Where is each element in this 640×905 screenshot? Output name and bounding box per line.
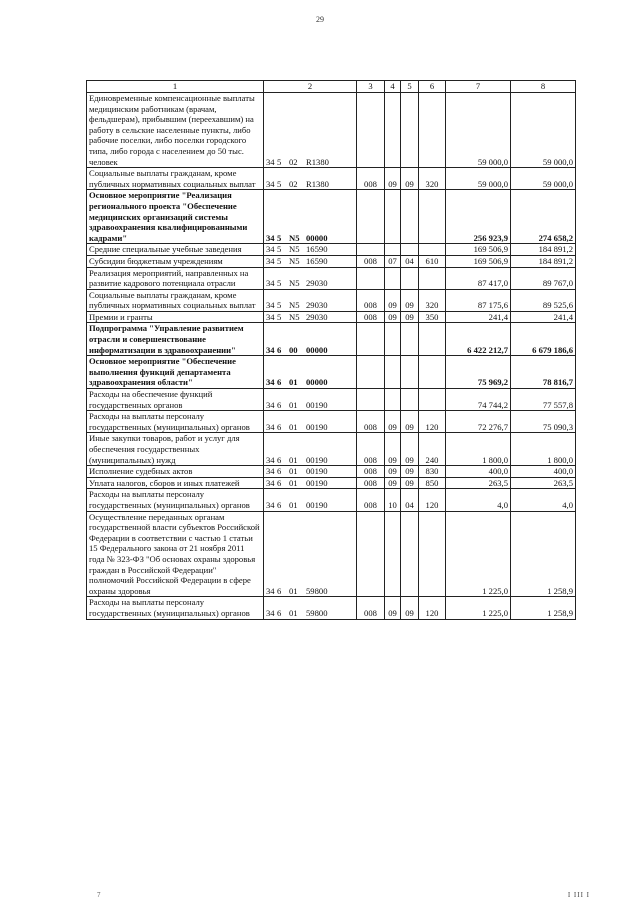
section-code: 09: [385, 289, 401, 311]
expense-type-code: [419, 389, 446, 411]
direction-code: 59800: [306, 607, 328, 618]
amount-year-2: 6 679 186,6: [511, 323, 576, 356]
direction-code: 16590: [306, 244, 328, 255]
direction-code: 00190: [306, 499, 328, 510]
subsection-code: [401, 323, 419, 356]
table-row: [87, 93, 576, 168]
amount-year-1: 59 000,0: [446, 168, 511, 190]
subprogram-code: 5: [277, 255, 282, 266]
ministry-code: 008: [357, 597, 385, 619]
subprogram-code: 5: [277, 300, 282, 311]
group-code: 01: [289, 377, 298, 388]
direction-code: 59800: [306, 585, 328, 596]
target-code: [264, 597, 357, 619]
subprogram-code: 6: [277, 454, 282, 465]
subsection-code: [401, 244, 419, 256]
program-code: 34: [266, 311, 275, 322]
header-cell: 3: [357, 81, 385, 93]
row-name: Субсидии бюджетным учреждениям: [87, 255, 264, 267]
subsection-code: 09: [401, 477, 419, 489]
group-code: N5: [289, 300, 300, 311]
row-name: Премии и гранты: [87, 311, 264, 323]
group-code: 01: [289, 454, 298, 465]
subprogram-code: 6: [277, 344, 282, 355]
program-code: 34: [266, 300, 275, 311]
amount-year-1: 75 969,2: [446, 356, 511, 389]
amount-year-1: 74 744,2: [446, 389, 511, 411]
direction-code: 00190: [306, 399, 328, 410]
direction-code: 29030: [306, 300, 328, 311]
subsection-code: [401, 356, 419, 389]
budget-table: [86, 80, 576, 620]
section-code: [385, 389, 401, 411]
subsection-code: [401, 267, 419, 289]
amount-year-1: 241,4: [446, 311, 511, 323]
direction-code: 00000: [306, 232, 328, 243]
direction-code: R1380: [306, 178, 329, 189]
expense-type-code: 610: [419, 255, 446, 267]
section-code: 10: [385, 489, 401, 511]
ministry-code: 008: [357, 311, 385, 323]
amount-year-2: 78 816,7: [511, 356, 576, 389]
group-code: N5: [289, 311, 300, 322]
row-name: Уплата налогов, сборов и иных платежей: [87, 477, 264, 489]
direction-code: R1380: [306, 156, 329, 167]
table-row: [87, 356, 576, 389]
ministry-code: 008: [357, 255, 385, 267]
target-code: [264, 477, 357, 489]
header-cell: 8: [511, 81, 576, 93]
expense-type-code: 240: [419, 433, 446, 466]
row-name: Исполнение судебных актов: [87, 466, 264, 478]
program-code: 34: [266, 454, 275, 465]
group-code: 01: [289, 466, 298, 477]
ministry-code: 008: [357, 289, 385, 311]
table-row: [87, 411, 576, 433]
amount-year-1: 72 276,7: [446, 411, 511, 433]
section-code: 09: [385, 477, 401, 489]
subprogram-code: 6: [277, 399, 282, 410]
amount-year-2: 263,5: [511, 477, 576, 489]
amount-year-2: 59 000,0: [511, 168, 576, 190]
section-code: [385, 356, 401, 389]
amount-year-2: 89 767,0: [511, 267, 576, 289]
direction-code: 00190: [306, 477, 328, 488]
group-code: 01: [289, 421, 298, 432]
program-code: 34: [266, 255, 275, 266]
amount-year-2: 1 800,0: [511, 433, 576, 466]
group-code: 01: [289, 477, 298, 488]
group-code: 00: [289, 344, 298, 355]
table-row: [87, 477, 576, 489]
amount-year-1: 400,0: [446, 466, 511, 478]
subsection-code: [401, 93, 419, 168]
expense-type-code: [419, 323, 446, 356]
target-code: [264, 411, 357, 433]
subprogram-code: 6: [277, 585, 282, 596]
expense-type-code: 350: [419, 311, 446, 323]
section-code: [385, 93, 401, 168]
direction-code: 00190: [306, 421, 328, 432]
direction-code: 00000: [306, 344, 328, 355]
ministry-code: 008: [357, 489, 385, 511]
program-code: 34: [266, 344, 275, 355]
row-name: Социальные выплаты гражданам, кроме публичных нормативных социальных выплат: [87, 289, 264, 311]
subprogram-code: 5: [277, 278, 282, 289]
subsection-code: 09: [401, 411, 419, 433]
ministry-code: [357, 93, 385, 168]
ministry-code: 008: [357, 433, 385, 466]
row-name: Подпрограмма "Управление развитием отрасли и совершенствование информатизации в здравоохранении": [87, 323, 264, 356]
subprogram-code: 5: [277, 156, 282, 167]
row-name: Расходы на обеспечение функций государственных органов: [87, 389, 264, 411]
header-row: [87, 81, 576, 93]
amount-year-2: 77 557,8: [511, 389, 576, 411]
amount-year-1: 169 506,9: [446, 255, 511, 267]
expense-type-code: 120: [419, 597, 446, 619]
section-code: [385, 511, 401, 597]
section-code: [385, 267, 401, 289]
target-code: [264, 389, 357, 411]
row-name: Средние специальные учебные заведения: [87, 244, 264, 256]
subprogram-code: 6: [277, 377, 282, 388]
expense-type-code: 830: [419, 466, 446, 478]
direction-code: 00190: [306, 466, 328, 477]
row-name: Социальные выплаты гражданам, кроме публичных нормативных социальных выплат: [87, 168, 264, 190]
row-name: Расходы на выплаты персоналу государственных (муниципальных) органов: [87, 597, 264, 619]
amount-year-1: 87 417,0: [446, 267, 511, 289]
subprogram-code: 5: [277, 244, 282, 255]
program-code: 34: [266, 477, 275, 488]
expense-type-code: [419, 267, 446, 289]
expense-type-code: [419, 190, 446, 244]
table-row: [87, 267, 576, 289]
direction-code: 00190: [306, 454, 328, 465]
ministry-code: 008: [357, 168, 385, 190]
subprogram-code: 6: [277, 477, 282, 488]
program-code: 34: [266, 232, 275, 243]
group-code: 02: [289, 156, 298, 167]
section-code: 09: [385, 411, 401, 433]
section-code: 09: [385, 168, 401, 190]
program-code: 34: [266, 399, 275, 410]
amount-year-2: 1 258,9: [511, 511, 576, 597]
program-code: 34: [266, 244, 275, 255]
section-code: [385, 190, 401, 244]
ministry-code: 008: [357, 477, 385, 489]
amount-year-2: 184 891,2: [511, 244, 576, 256]
program-code: 34: [266, 466, 275, 477]
group-code: N5: [289, 255, 300, 266]
ministry-code: 008: [357, 466, 385, 478]
subprogram-code: 5: [277, 178, 282, 189]
header-cell: 7: [446, 81, 511, 93]
row-name: Расходы на выплаты персоналу государственных (муниципальных) органов: [87, 411, 264, 433]
target-code: [264, 168, 357, 190]
amount-year-1: 4,0: [446, 489, 511, 511]
program-code: 34: [266, 377, 275, 388]
amount-year-1: 1 225,0: [446, 597, 511, 619]
ministry-code: [357, 267, 385, 289]
table-row: [87, 597, 576, 619]
row-name: Иные закупки товаров, работ и услуг для обеспечения государственных (муниципальных) нужд: [87, 433, 264, 466]
table-row: [87, 190, 576, 244]
direction-code: 00000: [306, 377, 328, 388]
target-code: [264, 323, 357, 356]
amount-year-2: 400,0: [511, 466, 576, 478]
table-row: [87, 289, 576, 311]
direction-code: 29030: [306, 311, 328, 322]
direction-code: 16590: [306, 255, 328, 266]
header-cell: 6: [419, 81, 446, 93]
section-code: [385, 323, 401, 356]
table-row: [87, 511, 576, 597]
header-cell: 4: [385, 81, 401, 93]
expense-type-code: 850: [419, 477, 446, 489]
group-code: 02: [289, 178, 298, 189]
expense-type-code: 120: [419, 411, 446, 433]
amount-year-2: 184 891,2: [511, 255, 576, 267]
amount-year-1: 263,5: [446, 477, 511, 489]
target-code: [264, 244, 357, 256]
expense-type-code: 120: [419, 489, 446, 511]
target-code: [264, 190, 357, 244]
ministry-code: [357, 389, 385, 411]
table-row: [87, 466, 576, 478]
header-cell: 1: [87, 81, 264, 93]
table-row: [87, 168, 576, 190]
table-row: [87, 389, 576, 411]
program-code: 34: [266, 278, 275, 289]
row-name: Основное мероприятие "Реализация регионального проекта "Обеспечение медицинских организаций системы здравоохранения квалифицированными кадрами": [87, 190, 264, 244]
amount-year-2: 1 258,9: [511, 597, 576, 619]
expense-type-code: [419, 93, 446, 168]
expense-type-code: [419, 244, 446, 256]
table-row: [87, 433, 576, 466]
table-row: [87, 255, 576, 267]
subsection-code: 09: [401, 597, 419, 619]
footer-mark-right: I III I: [567, 891, 590, 899]
target-code: [264, 289, 357, 311]
program-code: 34: [266, 156, 275, 167]
program-code: 34: [266, 607, 275, 618]
ministry-code: [357, 511, 385, 597]
target-code: [264, 433, 357, 466]
amount-year-2: 89 525,6: [511, 289, 576, 311]
target-code: [264, 466, 357, 478]
row-name: Расходы на выплаты персоналу государственных (муниципальных) органов: [87, 489, 264, 511]
subsection-code: 09: [401, 466, 419, 478]
subsection-code: 09: [401, 289, 419, 311]
expense-type-code: 320: [419, 168, 446, 190]
row-name: Единовременные компенсационные выплаты медицинским работникам (врачам, фельдшерам), прибывшим (переехавшим) на работу в сельские населенные пункты, либо рабочие поселки, либо поселки городского типа, либо города с населением до 50 тыс. человек: [87, 93, 264, 168]
subsection-code: 09: [401, 433, 419, 466]
subsection-code: 09: [401, 168, 419, 190]
amount-year-1: 256 923,9: [446, 190, 511, 244]
group-code: N5: [289, 244, 300, 255]
expense-type-code: [419, 356, 446, 389]
amount-year-1: 169 506,9: [446, 244, 511, 256]
amount-year-1: 1 225,0: [446, 511, 511, 597]
ministry-code: [357, 356, 385, 389]
subsection-code: 04: [401, 489, 419, 511]
amount-year-2: 59 000,0: [511, 93, 576, 168]
direction-code: 29030: [306, 278, 328, 289]
header-cell: 2: [264, 81, 357, 93]
amount-year-2: 274 658,2: [511, 190, 576, 244]
target-code: [264, 489, 357, 511]
subsection-code: [401, 511, 419, 597]
group-code: 01: [289, 499, 298, 510]
target-code: [264, 255, 357, 267]
group-code: N5: [289, 232, 300, 243]
section-code: 09: [385, 433, 401, 466]
ministry-code: [357, 244, 385, 256]
program-code: 34: [266, 178, 275, 189]
amount-year-2: 4,0: [511, 489, 576, 511]
amount-year-1: 59 000,0: [446, 93, 511, 168]
target-code: [264, 93, 357, 168]
subprogram-code: 6: [277, 499, 282, 510]
subsection-code: [401, 190, 419, 244]
section-code: 09: [385, 466, 401, 478]
target-code: [264, 267, 357, 289]
section-code: 09: [385, 597, 401, 619]
target-code: [264, 311, 357, 323]
expense-type-code: 320: [419, 289, 446, 311]
target-code: [264, 511, 357, 597]
subprogram-code: 5: [277, 311, 282, 322]
program-code: 34: [266, 421, 275, 432]
section-code: [385, 244, 401, 256]
subprogram-code: 6: [277, 607, 282, 618]
amount-year-2: 75 090,3: [511, 411, 576, 433]
amount-year-2: 241,4: [511, 311, 576, 323]
program-code: 34: [266, 585, 275, 596]
group-code: 01: [289, 607, 298, 618]
table-row: [87, 244, 576, 256]
subsection-code: [401, 389, 419, 411]
amount-year-1: 6 422 212,7: [446, 323, 511, 356]
header-cell: 5: [401, 81, 419, 93]
subprogram-code: 6: [277, 421, 282, 432]
table-row: [87, 323, 576, 356]
ministry-code: [357, 190, 385, 244]
program-code: 34: [266, 499, 275, 510]
row-name: Основное мероприятие "Обеспечение выполнения функций департамента здравоохранения области": [87, 356, 264, 389]
group-code: N5: [289, 278, 300, 289]
amount-year-1: 87 175,6: [446, 289, 511, 311]
subprogram-code: 5: [277, 232, 282, 243]
page-number: 29: [316, 15, 324, 24]
section-code: 07: [385, 255, 401, 267]
table-row: [87, 311, 576, 323]
table-row: [87, 489, 576, 511]
target-code: [264, 356, 357, 389]
subsection-code: 04: [401, 255, 419, 267]
group-code: 01: [289, 585, 298, 596]
ministry-code: [357, 323, 385, 356]
section-code: 09: [385, 311, 401, 323]
subprogram-code: 6: [277, 466, 282, 477]
ministry-code: 008: [357, 411, 385, 433]
footer-mark-left: 7: [97, 891, 101, 899]
row-name: Реализация мероприятий, направленных на развитие кадрового потенциала отрасли: [87, 267, 264, 289]
subsection-code: 09: [401, 311, 419, 323]
expense-type-code: [419, 511, 446, 597]
row-name: Осуществление переданных органам государственной власти субъектов Российской Федерации в соответствии с частью 1 статьи 15 Федерального закона от 21 ноября 2011 года № 323-ФЗ "Об основах охраны здоровья граждан в Российской Федерации" полномочий Российской Федерации в сфере охраны здоровья: [87, 511, 264, 597]
amount-year-1: 1 800,0: [446, 433, 511, 466]
table-body: [87, 81, 576, 620]
group-code: 01: [289, 399, 298, 410]
